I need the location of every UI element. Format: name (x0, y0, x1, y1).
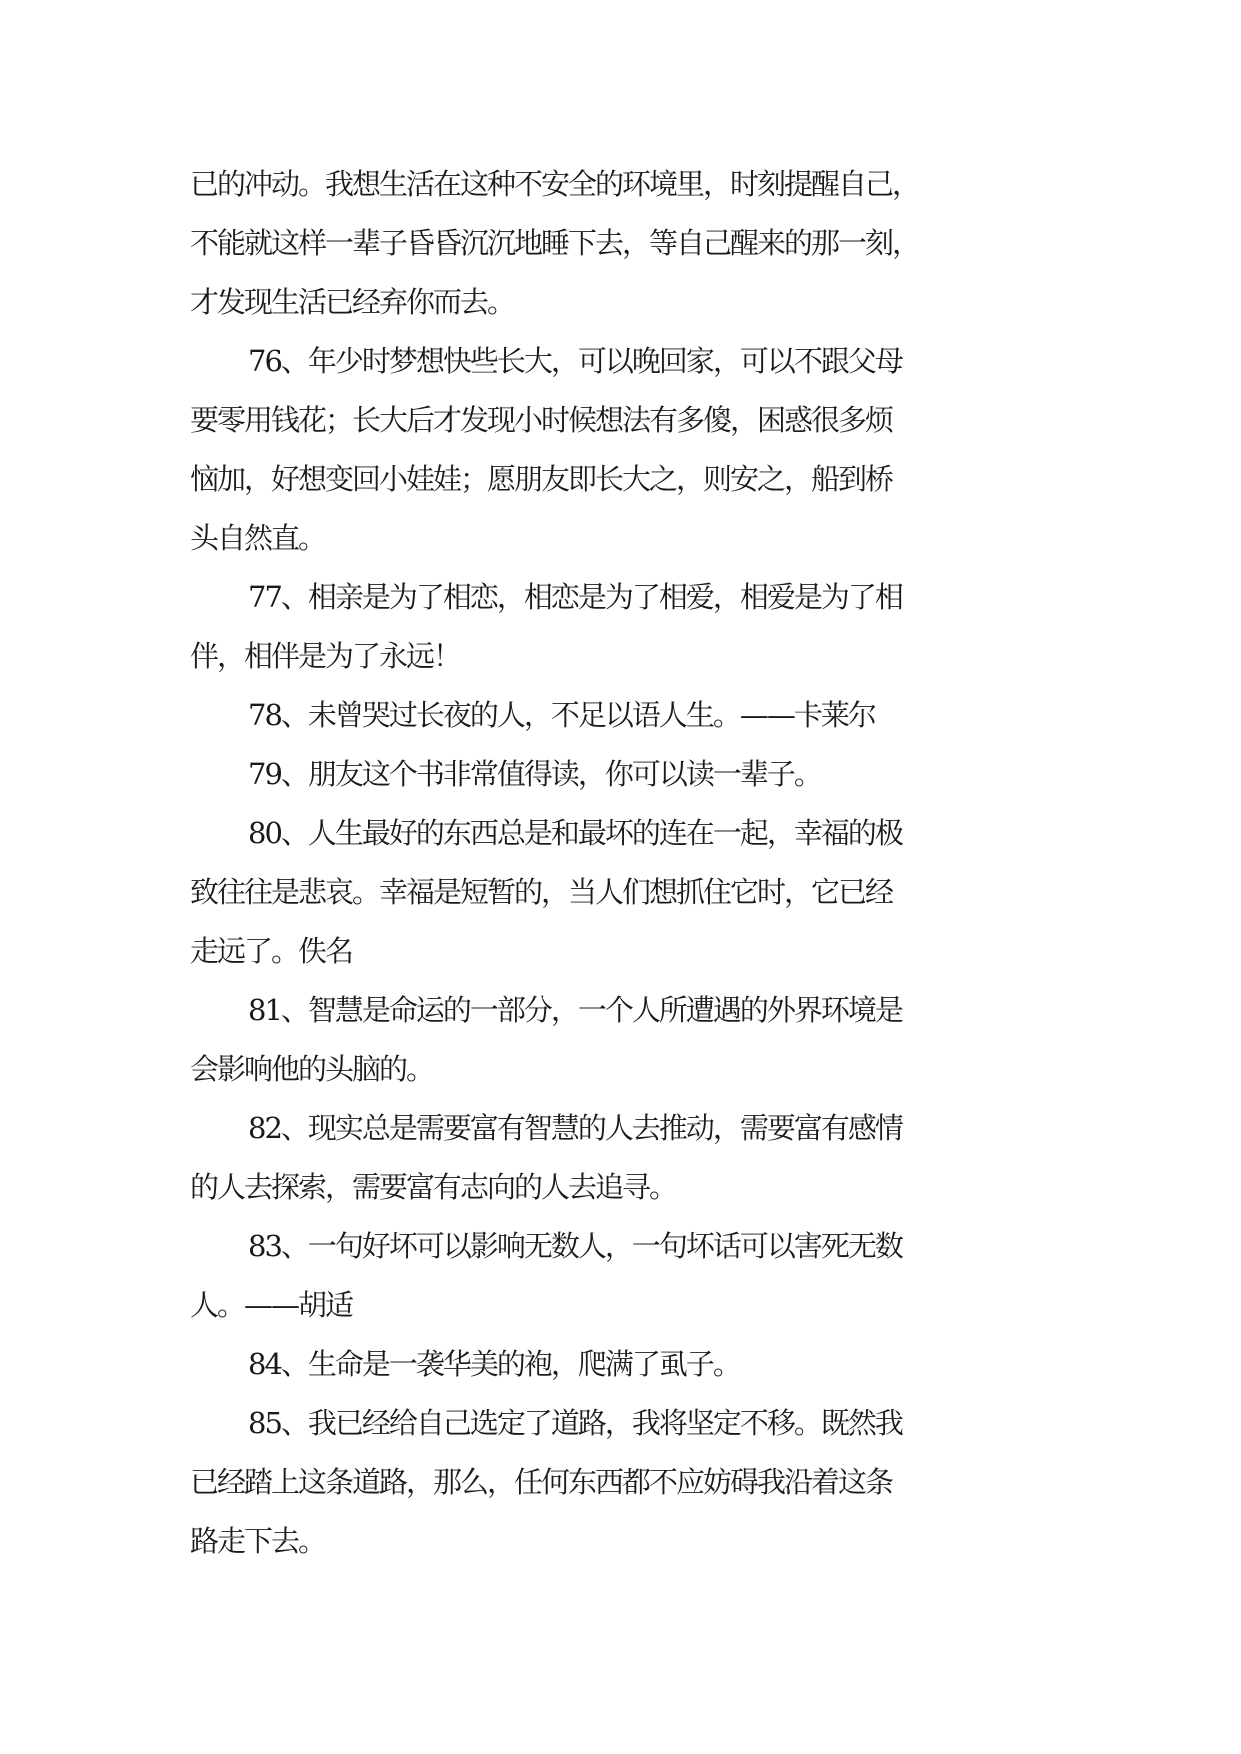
text-line: 已的冲动。我想生活在这种不安全的环境里，时刻提醒自己， (190, 167, 920, 201)
text-line: 会影响他的头脑的。 (190, 1052, 434, 1086)
text-line: 人。——胡适 (190, 1288, 353, 1322)
paragraph-85 (190, 1394, 1090, 1571)
text-line: 82、现实总是需要富有智慧的人去推动，需要富有感情 (248, 1111, 902, 1145)
text-line: 84、生命是一袭华美的袍，爬满了虱子。 (248, 1347, 740, 1381)
paragraph-84 (190, 1335, 1090, 1394)
text-line: 的人去探索，需要富有志向的人去追寻。 (190, 1170, 677, 1204)
paragraph-83 (190, 1217, 1090, 1335)
text-line: 81、智慧是命运的一部分，一个人所遭遇的外界环境是 (248, 993, 902, 1027)
text-line: 要零用钱花；长大后才发现小时候想法有多傻，困惑很多烦 (190, 403, 893, 437)
paragraph-81 (190, 981, 1090, 1099)
text-line: 80、人生最好的东西总是和最坏的连在一起，幸福的极 (248, 816, 902, 850)
text-line: 致往往是悲哀。幸福是短暂的，当人们想抓住它时，它已经 (190, 875, 893, 909)
text-line: 79、朋友这个书非常值得读，你可以读一辈子。 (248, 757, 821, 791)
text-line: 85、我已经给自己选定了道路，我将坚定不移。既然我 (248, 1406, 902, 1440)
paragraph-82 (190, 1099, 1090, 1217)
paragraph-78 (190, 686, 1090, 745)
paragraph-continuation (190, 155, 1090, 332)
text-line: 已经踏上这条道路，那么，任何东西都不应妨碍我沿着这条 (190, 1465, 893, 1499)
paragraph-80 (190, 804, 1090, 981)
document-body (190, 155, 1090, 1571)
text-line: 不能就这样一辈子昏昏沉沉地睡下去，等自己醒来的那一刻， (190, 226, 920, 260)
text-line: 78、未曾哭过长夜的人，不足以语人生。——卡莱尔 (248, 698, 875, 732)
paragraph-77 (190, 568, 1090, 686)
text-line: 83、一句好坏可以影响无数人，一句坏话可以害死无数 (248, 1229, 902, 1263)
text-line: 恼加，好想变回小娃娃；愿朋友即长大之，则安之，船到桥 (190, 462, 893, 496)
text-line: 才发现生活已经弃你而去。 (190, 285, 515, 319)
text-line: 76、年少时梦想快些长大，可以晚回家，可以不跟父母 (248, 344, 902, 378)
paragraph-76 (190, 332, 1090, 568)
text-line: 走远了。佚名 (190, 934, 353, 968)
text-line: 头自然直。 (190, 521, 326, 555)
text-line: 伴，相伴是为了永远！ (190, 639, 461, 673)
text-line: 77、相亲是为了相恋，相恋是为了相爱，相爱是为了相 (248, 580, 902, 614)
paragraph-79 (190, 745, 1090, 804)
text-line: 路走下去。 (190, 1524, 326, 1558)
